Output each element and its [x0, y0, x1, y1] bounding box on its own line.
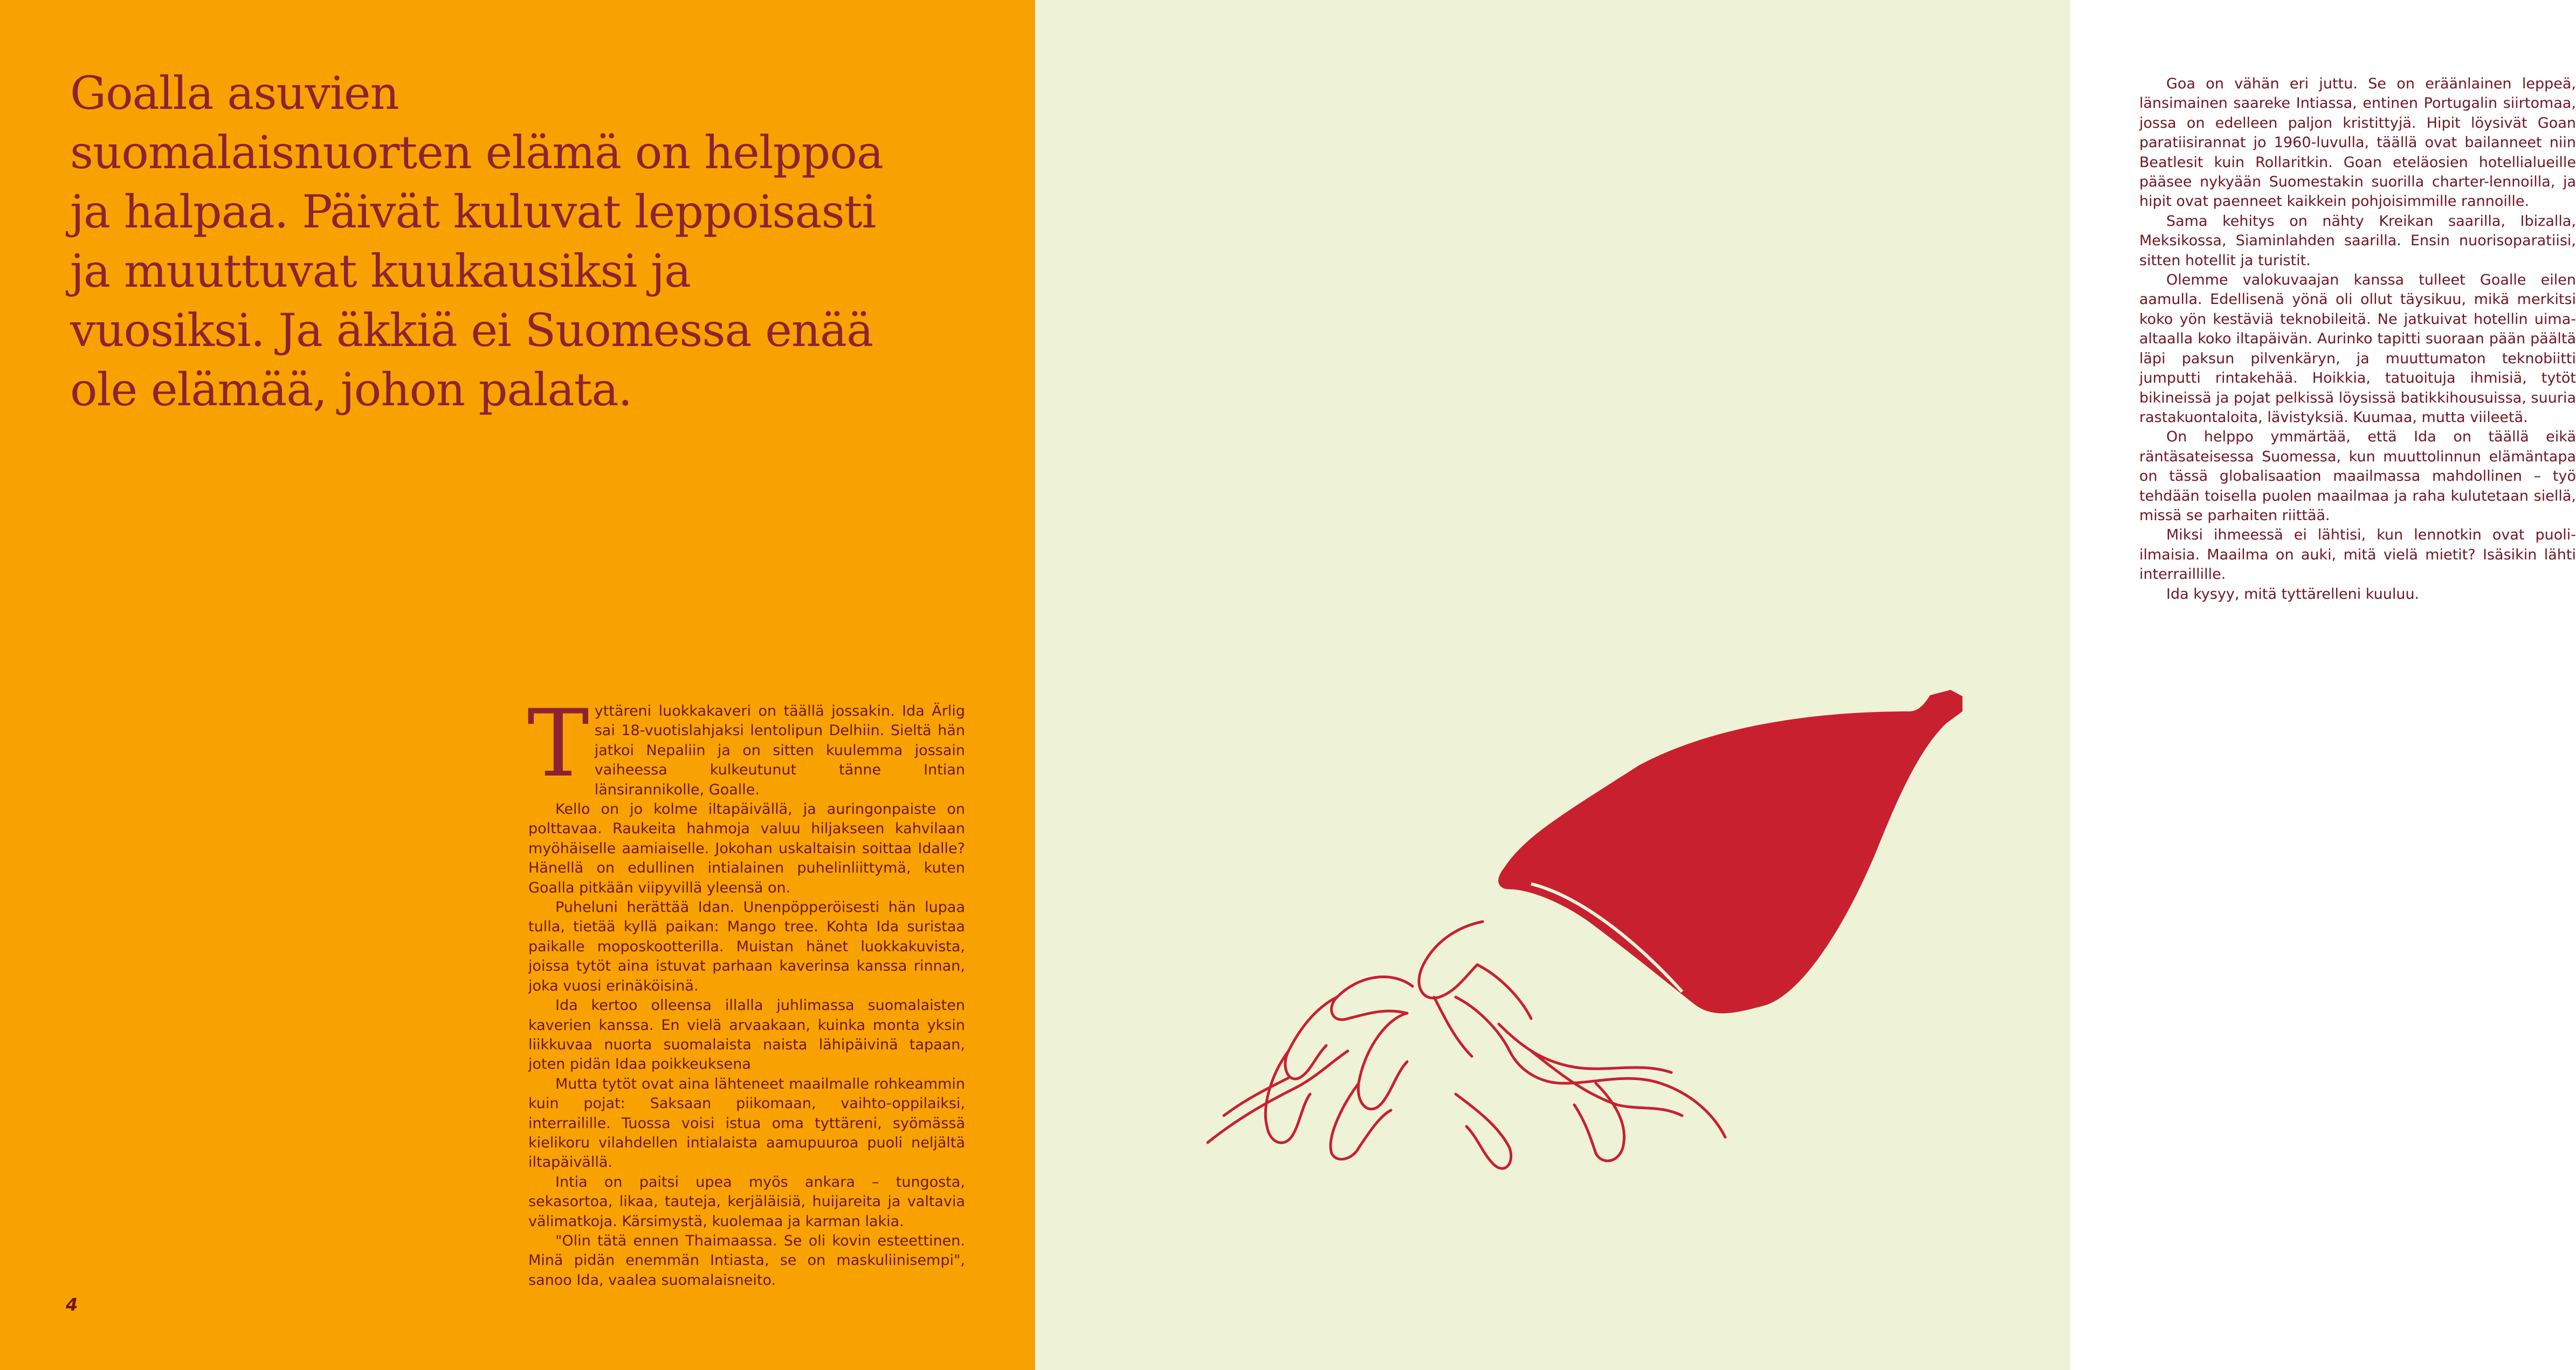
headline-line: Goalla asuvien [70, 67, 399, 120]
red-cup-icon [1498, 690, 1962, 1013]
left-article-column [527, 689, 965, 1290]
drop-cap: T [527, 689, 589, 798]
paragraph: Mutta tytöt ovat aina lähteneet maailmalle rohkeammin kuin pojat: Saksaan piikomaan, vaihto-oppilaiksi, interrailille. Tuossa voisi istua oma tyttäreni, syömässä kielikoru vilahdellen intialaista aamupuuroa puoli neljältä iltapäivällä. [528, 1075, 965, 1171]
left-page [0, 0, 1035, 1370]
headline-line: ja halpaa. Päivät kuluvat leppoisasti [70, 185, 876, 238]
paragraph: Ida kertoo olleensa illalla juhlimassa suomalaisten kaverien kanssa. En vielä arvaakaan, kuinka monta yksin liikkuvaa nuorta suomalaista naista lähipäivinä tapaan, joten pidän Idaa poikkeuksena [528, 997, 965, 1073]
paragraph: "Olin tätä ennen Thaimaassa. Se oli kovin esteettinen. Minä pidän enemmän Intiasta, se on maskuliinisempi", sanoo Ida, vaalea suomalaisneito. [528, 1232, 965, 1289]
paragraph-text: yttäreni luokkakaveri on täällä jossakin. Ida Ärlig sai 18-vuotislahjaksi lentolipun Delhiin. Sieltä hän jatkoi Nepaliin ja on sitten kuulemma jossain vaiheessa kulkeutunut tänne Intian länsirannikolle, Goalle. [594, 703, 965, 798]
headline [70, 64, 954, 419]
paragraph: Puheluni herättää Idan. Unenpöpperöisesti hän lupaa tulla, tietää kyllä paikan: Mango tree. Kohta Ida suristaa paikalle moposkootterilla. Muistan hänet luokkakuvista, joissa tytöt aina istuvat parhaan kaverinsa kanssa rinnan, joka vuosi erinäköisinä. [528, 899, 965, 994]
hand-holding-red-cup-icon [1154, 674, 2049, 1186]
headline-line: vuosiksi. Ja äkkiä ei Suomessa enää [70, 304, 873, 357]
headline-line: ja muuttuvat kuukausiksi ja [70, 245, 691, 297]
paragraph: Intia on paitsi upea myös ankara – tungosta, sekasortoa, likaa, tauteja, kerjäläisiä, huijareita ja valtavia välimatkoja. Kärsimystä, kuolemaa ja karman lakia. [528, 1173, 965, 1230]
paragraph: On helppo ymmärtää, että Ida on täällä eikä räntäsateisessa Suomessa, kun muuttolinnun elämäntapa on tässä globalisaation maailmassa mahdollinen – työ tehdään toisella puolen maailmaa ja raha kulutetaan siellä, missä se parhaiten riittää. [2139, 428, 2576, 524]
paragraph: Goa on vähän eri juttu. Se on eräänlainen leppeä, länsimainen saareke Intiassa, entinen Portugalin siirtomaa, jossa on edelleen paljon kristittyjä. Hipit löysivät Goan paratiisirannat jo 1960-luvulla, täällä ovat bailanneet niin Beatlesit kuin Rollaritkin. Goan eteläosien hotellialueille pääsee nykyään Suomestakin suorilla charter-lennoilla, ja hipit ovat paenneet kaikkein pohjoisimmille rannoille. [2139, 75, 2576, 210]
paragraph [527, 689, 965, 800]
paragraph: Sama kehitys on nähty Kreikan saarilla, Ibizalla, Meksikossa, Siaminlahden saarilla. Ensin nuorisoparatiisi, sitten hotellit ja turistit. [2139, 212, 2576, 269]
right-article-column [2139, 74, 2576, 604]
headline-line: ole elämää, johon palata. [70, 363, 632, 416]
paragraph: Kello on jo kolme iltapäivällä, ja auringonpaiste on polttavaa. Raukeita hahmoja valuu hiljakseen kahvilaan myöhäiselle aamiaiselle. Jokohan uskaltaisin soittaa Idalle? Hänellä on edullinen intialainen puhelinliittymä, kuten Goalla pitkään viipyvillä yleensä on. [528, 801, 965, 896]
headline-line: suomalaisnuorten elämä on helppoa [70, 126, 883, 179]
paragraph: Ida kysyy, mitä tyttärelleni kuuluu. [2166, 585, 2420, 603]
paragraph: Olemme valokuvaajan kanssa tulleet Goalle eilen aamulla. Edellisenä yönä oli ollut täysikuu, mikä merkitsi koko yön kestäviä teknobileitä. Ne jatkuivat hotellin uima-altaalla koko iltapäivän. Aurinko tapitti suoraan pään päältä läpi paksun pilvenkäryn, ja muuttumaton teknobiitti jumputti rintakehää. Hoikkia, tatuoituja ihmisiä, tytöt bikineissä ja pojat pelkissä löysissä batikkihousuissa, suuria rastakuontaloita, lävistyksiä. Kuumaa, mutta viileetä. [2139, 272, 2576, 426]
paragraph: Miksi ihmeessä ei lähtisi, kun lennotkin ovat puoli-ilmaisia. Maailma on auki, mitä vielä mietit? Isäsikin lähti interraillille. [2139, 527, 2576, 583]
page-number: 4 [66, 1295, 78, 1315]
